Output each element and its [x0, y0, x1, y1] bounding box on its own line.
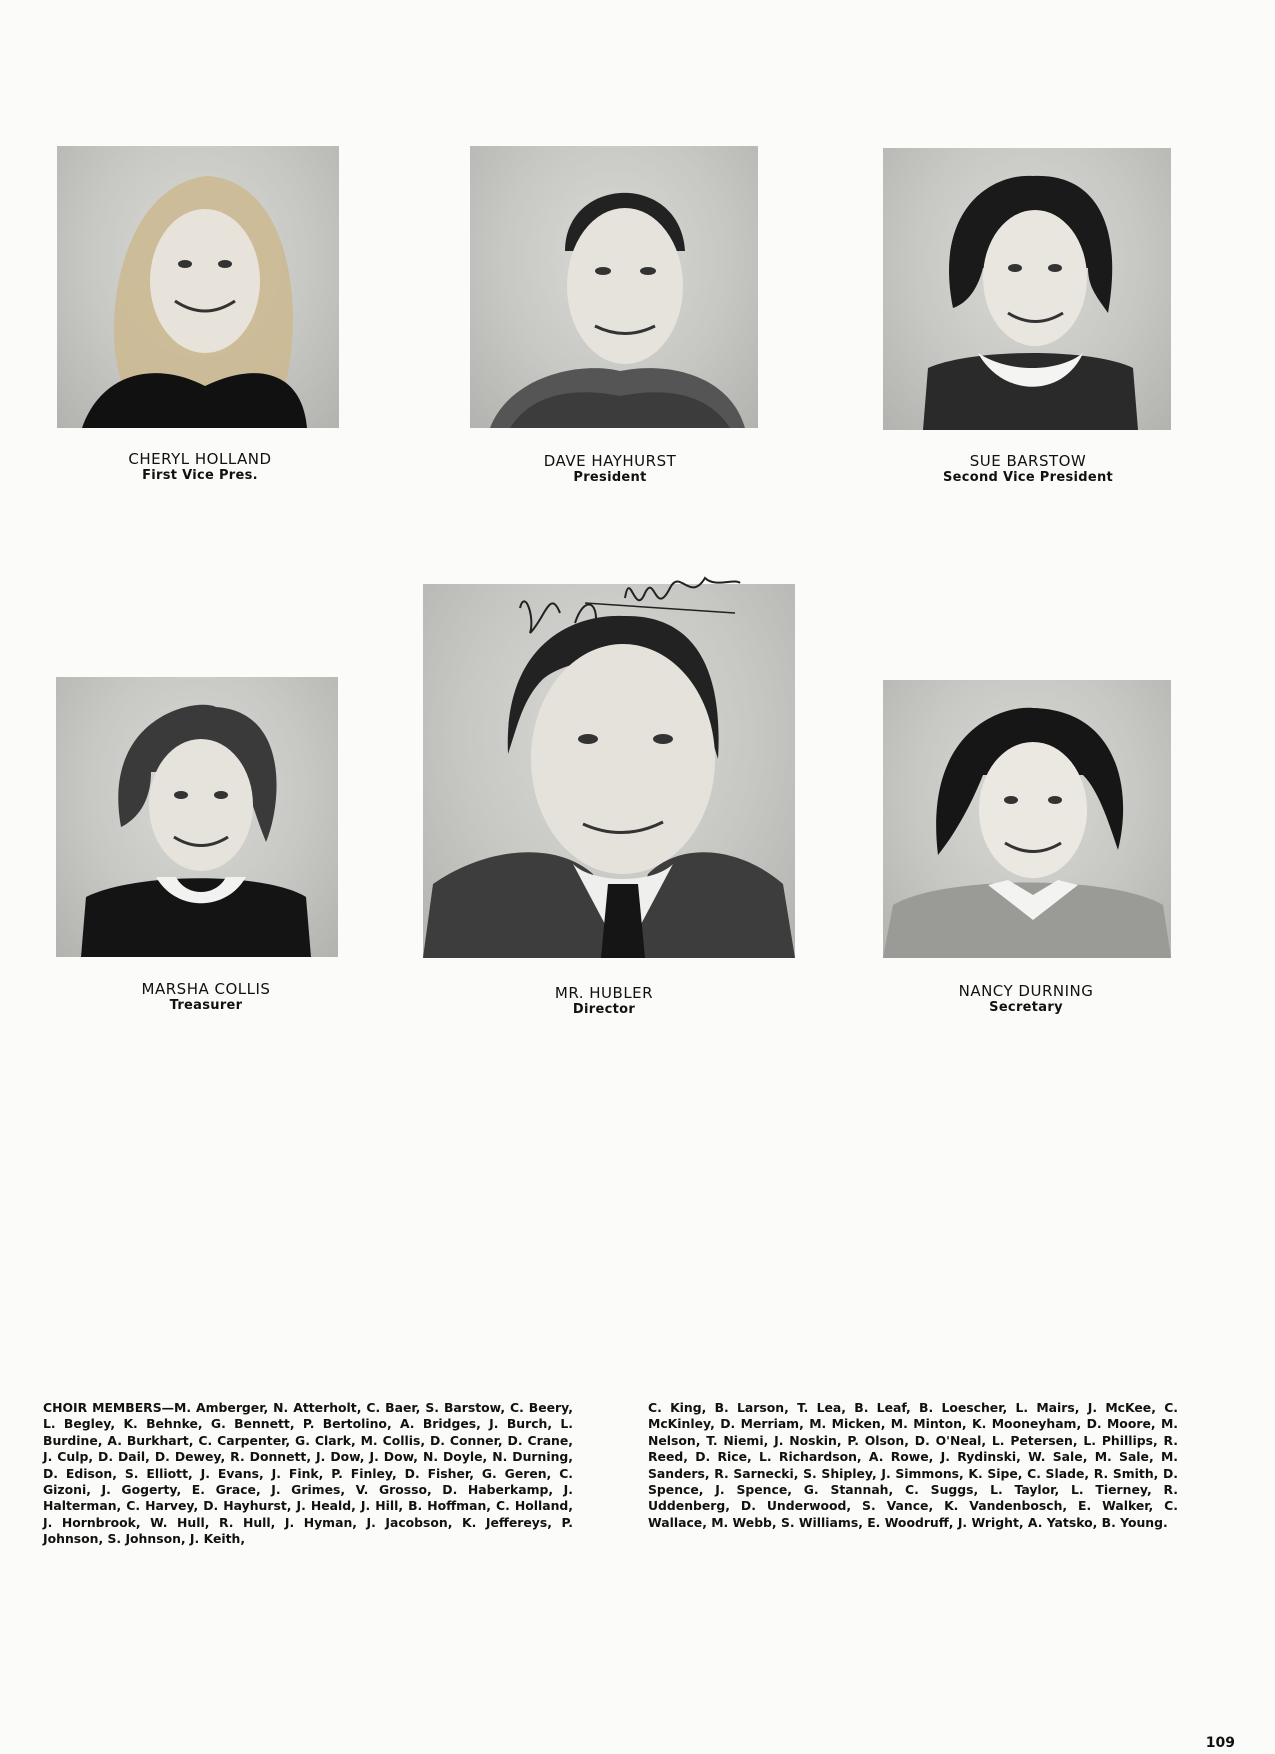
officer-name: DAVE HAYHURST: [543, 452, 677, 470]
choir-members-list-2: C. King, B. Larson, T. Lea, B. Leaf, B. Loescher, L. Mairs, J. McKee, C. McKinley, D. Merriam, M. Micken, M. Minton, K. Mooneyham, D. Moore, M. Nelson, T. Niemi, J. Noskin, P. Olson, D. O'Neal, L. Petersen, L. Phillips, R. Reed, D. Rice, L. Richardson, A. Rowe, J. Rydinski, W. Sale, M. Sale, M. Sanders, R. Sarnecki, S. Shipley, J. Simmons, K. Sipe, C. Slade, R. Smith, D. Spence, J. Spence, G. Stannah, C. Suggs, L. Taylor, L. Tierney, R. Uddenberg, D. Underwood, S. Vance, K. Vandenbosch, E. Walker, C. Wallace, M. Webb, S. Williams, E. Woodruff, J. Wright, A. Yatsko, B. Young.: [648, 1400, 1178, 1530]
officer-role: Secretary: [989, 1000, 1063, 1015]
portrait-dave-hayhurst: [470, 146, 758, 428]
portrait-photo: [883, 680, 1171, 958]
officer-role: First Vice Pres.: [142, 468, 258, 483]
officer-role: Treasurer: [169, 998, 243, 1013]
officer-name: NANCY DURNING: [958, 982, 1094, 1000]
choir-members-column-1: [43, 1400, 573, 1548]
officer-role: President: [573, 470, 647, 485]
officer-caption: [876, 982, 1176, 1016]
portrait-sue-barstow: [883, 148, 1171, 430]
officer-name: SUE BARSTOW: [969, 452, 1087, 470]
officer-caption: [454, 984, 754, 1018]
portrait-photo: [57, 146, 339, 428]
portrait-photo: [56, 677, 338, 957]
officer-name: MARSHA COLLIS: [141, 980, 271, 998]
choir-members-list-1: M. Amberger, N. Atterholt, C. Baer, S. Barstow, C. Beery, L. Begley, K. Behnke, G. Bennett, P. Bertolino, A. Bridges, J. Burch, L. Burdine, A. Burkhart, C. Carpenter, G. Clark, M. Collis, D. Conner, D. Crane, J. Culp, D. Dail, D. Dewey, R. Donnett, J. Dow, J. Dow, N. Doyle, N. Durning, D. Edison, S. Elliott, J. Evans, J. Fink, P. Finley, D. Fisher, G. Geren, C. Gizoni, J. Gogerty, E. Grace, J. Grimes, V. Grosso, D. Haberkamp, J. Halterman, C. Harvey, D. Hayhurst, J. Heald, J. Hill, B. Hoffman, C. Holland, J. Hornbrook, W. Hull, R. Hull, J. Hyman, J. Jacobson, K. Jeffereys, P. Johnson, S. Johnson, J. Keith,: [43, 1400, 573, 1547]
officer-name: MR. HUBLER: [554, 984, 654, 1002]
portrait-cheryl-holland: [57, 146, 339, 428]
signature: [505, 548, 765, 658]
officer-caption: [50, 450, 350, 484]
portrait-marsha-collis: [56, 677, 338, 957]
choir-members-heading: CHOIR MEMBERS—: [43, 1400, 175, 1415]
portrait-nancy-durning: [883, 680, 1171, 958]
portrait-photo: [883, 148, 1171, 430]
officer-role: Director: [572, 1002, 636, 1017]
portrait-photo: [470, 146, 758, 428]
choir-members-column-2: [648, 1400, 1178, 1531]
page-number: 109: [1205, 1735, 1235, 1751]
officer-role: Second Vice President: [942, 470, 1114, 485]
officer-caption: [460, 452, 760, 486]
signature-ink: [505, 548, 765, 658]
officer-caption: [878, 452, 1178, 486]
officer-name: CHERYL HOLLAND: [128, 450, 272, 468]
officer-caption: [56, 980, 356, 1014]
